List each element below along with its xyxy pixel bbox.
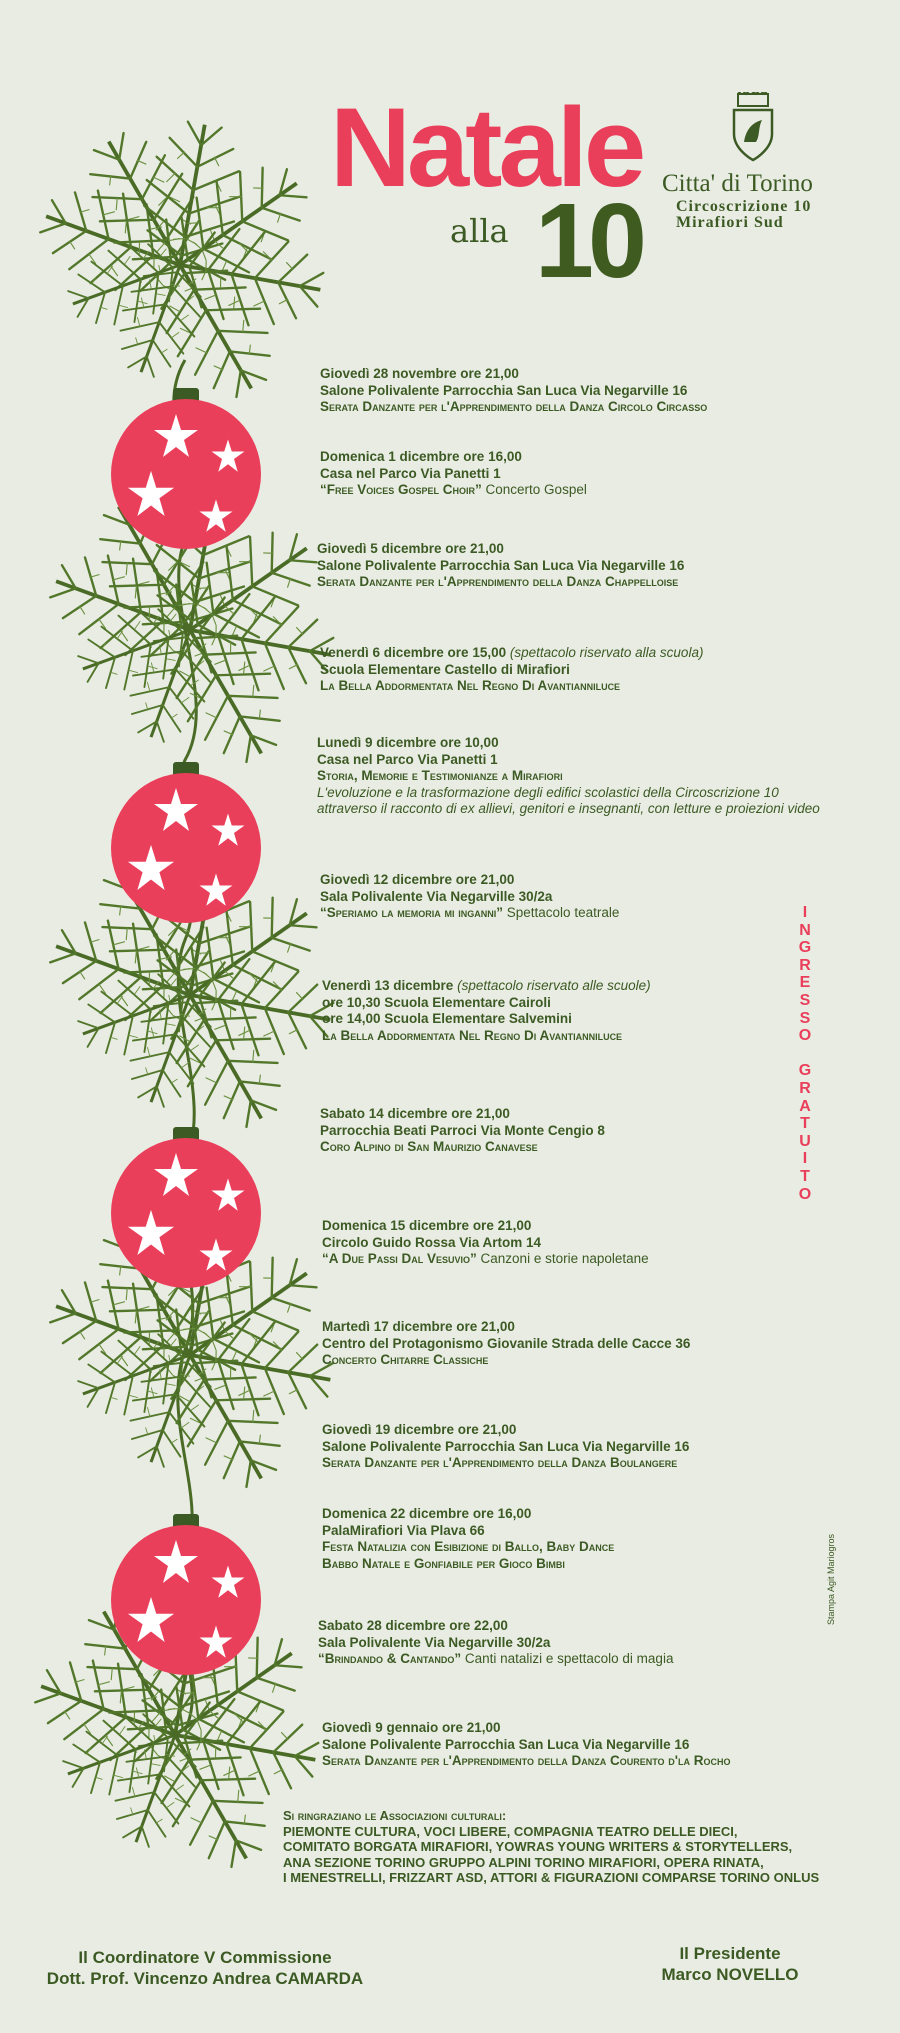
event-item: Domenica 1 dicembre ore 16,00 Casa nel Parco Via Panetti 1 “Free Voices Gospel Choir” Concerto Gospel (320, 449, 587, 497)
subtitle-alla: alla (450, 212, 509, 250)
acknowledgements: Si ringraziano le Associazioni culturali: PIEMONTE CULTURA, VOCI LIBERE, COMPAGNIA TEATRO DELLE DIECI, COMITATO BORGATA MIRAFIORI, YOWRAS YOUNG WRITERS & STORYTELLERS, ANA SEZIONE TORINO GRUPPO ALPINI TORINO MIRAFIORI, OPERA RINATA, I MENESTRELLI, FRIZZART ASD, ATTORI & FIGURAZIONI COMPARSE TORINO ONLUS (283, 1808, 820, 1885)
page-title: Natale (330, 85, 643, 210)
event-item: Sabato 14 dicembre ore 21,00 Parrocchia Beati Parroci Via Monte Cengio 8 Coro Alpino di San Maurizio Canavese (320, 1106, 605, 1154)
ingresso-gratuito-label: I N G R E S S O G R A T U I T O (798, 904, 812, 1203)
event-item: Giovedì 19 dicembre ore 21,00 Salone Polivalente Parrocchia San Luca Via Negarville 16 Serata Danzante per l'Apprendimento della Danza Boulangere (322, 1422, 690, 1470)
event-item: Domenica 15 dicembre ore 21,00 Circolo Guido Rossa Via Artom 14 “A Due Passi Dal Vesuvio” Canzoni e storie napoletane (322, 1218, 649, 1266)
signature-president: Il Presidente Marco NOVELLO (661, 1944, 799, 1984)
printer-credit: Stampa Agit Mariogros (826, 1533, 836, 1625)
event-item: Venerdì 13 dicembre (spettacolo riservato alle scuole) ore 10,30 Scuola Elementare Cairoli ore 14,00 Scuola Elementare Salvemini La Bella Addormentata Nel Regno Di Avantianniluce (322, 978, 651, 1043)
event-item: Venerdì 6 dicembre ore 15,00 (spettacolo riservato alla scuola) Scuola Elementare Castello di Mirafiori La Bella Addormentata Nel Regno Di Avantianniluce (320, 645, 704, 693)
event-item: Martedì 17 dicembre ore 21,00 Centro del Protagonismo Giovanile Strada delle Cacce 36 Concerto Chitarre Classiche (322, 1319, 691, 1367)
event-item: Giovedì 28 novembre ore 21,00 Salone Polivalente Parrocchia San Luca Via Negarville 16 Serata Danzante per l'Apprendimento della Danza Circolo Circasso (320, 366, 708, 414)
event-item: Giovedì 12 dicembre ore 21,00 Sala Polivalente Via Negarville 30/2a “Speriamo la memoria mi inganni” Spettacolo teatrale (320, 872, 620, 920)
event-item: Giovedì 5 dicembre ore 21,00 Salone Polivalente Parrocchia San Luca Via Negarville 16 Serata Danzante per l'Apprendimento della Danza Chappelloise (317, 541, 685, 589)
event-item: Sabato 28 dicembre ore 22,00 Sala Polivalente Via Negarville 30/2a “Brindando & Cantando” Canti natalizi e spettacolo di magia (318, 1618, 674, 1666)
circoscrizione-label: Circoscrizione 10 (676, 198, 812, 215)
number-ten: 10 (535, 182, 641, 300)
district-label: Mirafiori Sud (676, 214, 784, 231)
city-name: Citta' di Torino (662, 170, 813, 197)
event-item: Lunedì 9 dicembre ore 10,00 Casa nel Parco Via Panetti 1 Storia, Memorie e Testimonianze a Mirafiori L'evoluzione e la trasformazione degli edifici scolastici della Circoscrizione 10 attraverso il racconto di ex allievi, genitori e insegnanti, con letture e proiezioni video (317, 735, 820, 816)
event-item: Domenica 22 dicembre ore 16,00 PalaMirafiori Via Plava 66 Festa Natalizia con Esibizione di Ballo, Baby Dance Babbo Natale e Gonfiabile per Gioco Bimbi (322, 1506, 615, 1571)
signature-coordinator: Il Coordinatore V Commissione Dott. Prof. Vincenzo Andrea CAMARDA (46, 1948, 364, 1988)
event-item: Giovedì 9 gennaio ore 21,00 Salone Polivalente Parrocchia San Luca Via Negarville 16 Serata Danzante per l'Apprendimento della Danza Courento d'la Rocho (322, 1720, 731, 1768)
city-crest-icon (730, 92, 776, 162)
